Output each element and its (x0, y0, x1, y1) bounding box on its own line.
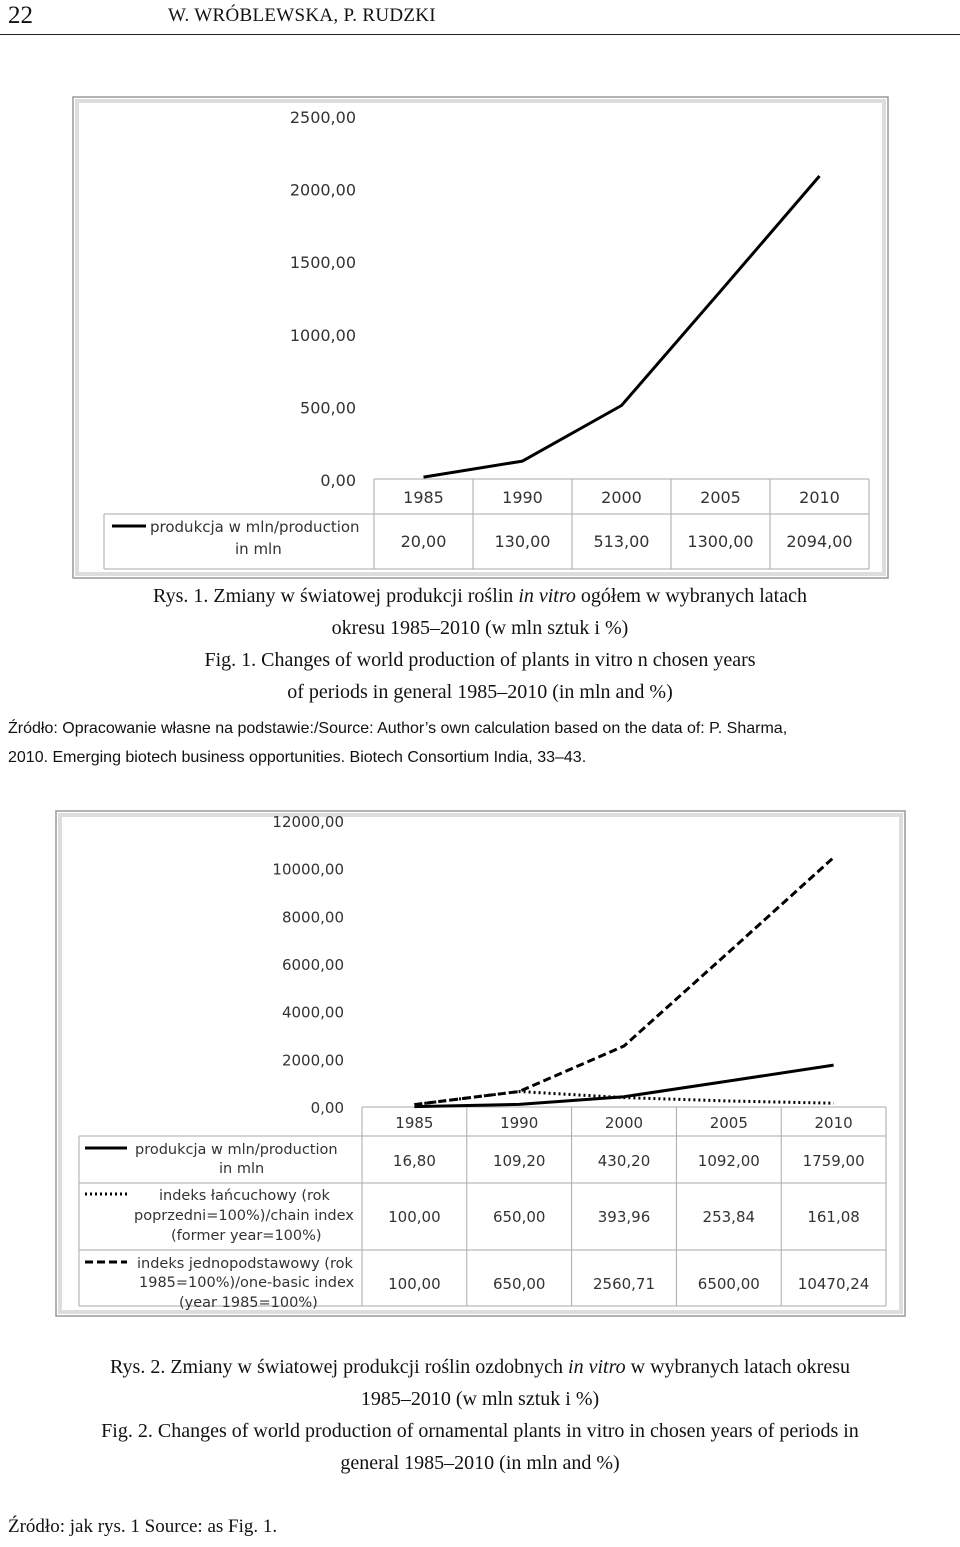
y-tick-label: 500,00 (300, 398, 356, 418)
data-label: 430,20 (597, 1152, 651, 1170)
figure-2-legend-label: (year 1985=100%) (179, 1295, 318, 1311)
data-label: 109,20 (492, 1152, 546, 1170)
x-tick-label: 2005 (709, 1114, 748, 1132)
figure-1-legend-label: produkcja w mln/production (150, 518, 360, 536)
figure-2-legend-label: 1985=100%)/one-basic index (139, 1275, 355, 1291)
x-tick-label: 2010 (799, 488, 840, 507)
data-label: 100,00 (388, 1208, 441, 1226)
y-tick-label: 2000,00 (289, 180, 356, 200)
y-tick-label: 6000,00 (281, 956, 344, 974)
data-label: 6500,00 (697, 1275, 760, 1293)
figure-1-caption-pl: Rys. 1. Zmiany w światowej produkcji roślin in vitro ogółem w wybranych latach (153, 585, 807, 607)
y-tick-label: 0,00 (320, 471, 356, 490)
y-tick-label: 1500,00 (289, 253, 356, 273)
figure-2-legend-label: indeks łańcuchowy (rok (159, 1188, 330, 1204)
x-tick-label: 1985 (395, 1114, 434, 1132)
x-tick-label: 2000 (604, 1114, 644, 1132)
data-label: 1092,00 (697, 1152, 760, 1170)
data-label: 513,00 (593, 532, 650, 551)
figure-2-caption-en-line2: general 1985–2010 (in mln and %) (340, 1452, 620, 1474)
y-tick-label: 10000,00 (272, 860, 344, 879)
figure-2-chart (55, 810, 907, 1318)
figure-2-source: Źródło: jak rys. 1 Source: as Fig. 1. (8, 1516, 278, 1537)
running-head: W. WRÓBLEWSKA, P. RUDZKI (168, 5, 436, 26)
data-label: 100,00 (388, 1275, 441, 1293)
data-label: 2560,71 (592, 1275, 656, 1293)
figure-2-legend-label: indeks jednopodstawowy (rok (137, 1256, 353, 1272)
figure-1-caption-en: Fig. 1. Changes of world production of plants in vitro n chosen years (204, 649, 756, 671)
y-tick-label: 4000,00 (281, 1003, 344, 1022)
page-number: 22 (8, 2, 33, 29)
data-label: 161,08 (807, 1208, 860, 1226)
x-tick-label: 2000 (601, 488, 642, 507)
y-tick-label: 2500,00 (289, 108, 356, 127)
figure-2-caption-en: Fig. 2. Changes of world production of ornamental plants in vitro in chosen years of periods in (101, 1420, 859, 1442)
figure-1-legend-label: in mln (235, 540, 282, 558)
data-label: 393,96 (597, 1208, 651, 1226)
data-label: 130,00 (494, 532, 551, 551)
y-tick-label: 12000,00 (272, 813, 344, 831)
page-header (0, 0, 960, 35)
y-tick-label: 0,00 (310, 1099, 344, 1117)
data-label: 20,00 (400, 532, 447, 551)
y-tick-label: 1000,00 (289, 325, 356, 345)
figure-2-legend-label: produkcja w mln/production (135, 1142, 338, 1158)
x-tick-label: 2005 (700, 488, 741, 507)
y-tick-label: 8000,00 (281, 908, 344, 927)
figure-1-source: Źródło: Opracowanie własne na podstawie:/Source: Author’s own calculation based on the data of: P. Sharma, 2010. Emerging biotech business opportunities. Biotech Consortium India, 33–43. (8, 720, 788, 766)
x-tick-label: 2010 (814, 1114, 853, 1132)
figure-1-caption-pl-line2: okresu 1985–2010 (w mln sztuk i %) (331, 617, 629, 639)
y-tick-label: 2000,00 (281, 1051, 344, 1070)
data-label: 253,84 (702, 1208, 756, 1226)
figure-2-caption-pl-line2: 1985–2010 (w mln sztuk i %) (360, 1388, 600, 1410)
figure-2-legend-label: (former year=100%) (171, 1228, 322, 1244)
data-label: 2094,00 (786, 532, 853, 551)
x-tick-label: 1990 (502, 488, 543, 507)
data-label: 1300,00 (687, 532, 754, 551)
data-label: 16,80 (392, 1152, 436, 1170)
x-tick-label: 1990 (500, 1114, 539, 1132)
figure-1-chart (72, 96, 890, 580)
data-label: 1759,00 (802, 1152, 865, 1170)
data-label: 10470,24 (797, 1275, 870, 1293)
figure-2-legend-label: in mln (219, 1161, 265, 1177)
x-tick-label: 1985 (403, 488, 444, 507)
figure-1-caption-en-line2: of periods in general 1985–2010 (in mln and %) (287, 681, 673, 703)
figure-2-legend-label: poprzedni=100%)/chain index (134, 1208, 354, 1224)
figure-1-frame (73, 97, 888, 578)
figure-2-caption-pl: Rys. 2. Zmiany w światowej produkcji roślin ozdobnych in vitro w wybranych latach okresu (110, 1356, 850, 1378)
data-label: 650,00 (492, 1275, 546, 1293)
data-label: 650,00 (492, 1208, 546, 1226)
